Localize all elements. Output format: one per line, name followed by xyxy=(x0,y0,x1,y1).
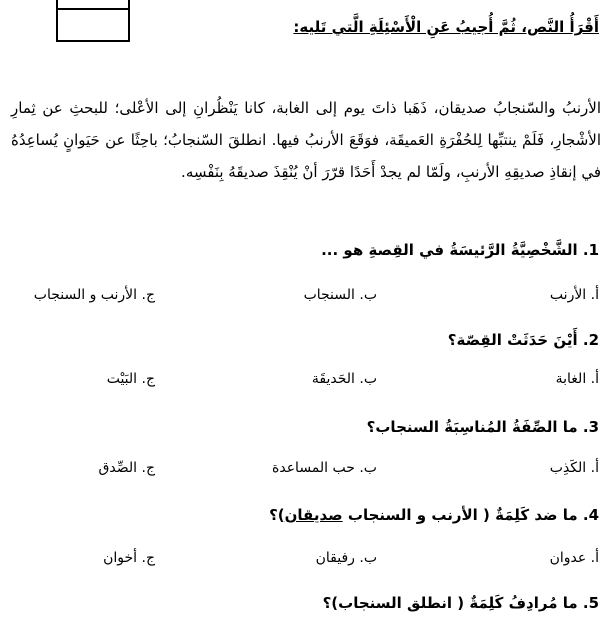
option-c[interactable]: ج. أخوان xyxy=(103,550,155,566)
option-a[interactable]: أ. عدوان xyxy=(549,550,599,566)
options-1 xyxy=(0,287,615,311)
question-text: ما مُرادِفُ كَلِمَةٌ ( انطلق السنجاب)؟ xyxy=(322,594,578,612)
question-1 xyxy=(321,241,599,259)
reading-passage: الأرنبُ والسّنجابُ صديقان، ذَهَبا ذاتَ يوم إلى الغابة، كانا يَنْظُرانِ إلى الأعْلى؛ للبحثِ عن ثِمارِ الأشْجارِ، فَلَمْ ينتبِّها لِلحُفْرَةِ العَميقَة، فوَقَعَ الأرنبُ فيها. انطلقَ السّنجابُ؛ باحِثًا عن حَيَوانٍ يُساعِدُهُ في إنقاذِ صديقِهِ الأرنبِ، ولَمّا لم يجدْ أَحَدًا قرّرَ أنْ يُنْقِذَ صديقَهُ بِنَفْسِه. xyxy=(11,99,601,181)
question-number: 1. xyxy=(582,241,599,259)
option-a[interactable]: أ. الكَذِب xyxy=(549,460,599,476)
options-3 xyxy=(0,460,615,484)
question-number: 5. xyxy=(582,594,599,612)
instruction-heading: أَقْرَأُ النَّص، ثُمَّ أُجيبُ عَنِ الْأَسْئِلَةِ الَّتي تَليه: xyxy=(293,18,599,36)
question-text-end: )؟ xyxy=(269,506,285,524)
question-5 xyxy=(323,594,599,612)
option-b[interactable]: ب. رفيقان xyxy=(315,550,377,566)
option-c[interactable]: ج. البَيْت xyxy=(106,371,155,387)
option-a[interactable]: أ. الغابة xyxy=(555,371,599,387)
question-4 xyxy=(269,506,599,524)
question-number: 2. xyxy=(582,331,599,349)
grade-box xyxy=(56,0,130,42)
option-c[interactable]: ج. الصِّدق xyxy=(98,460,155,476)
question-text: الشَّخْصِيَّةُ الرَّئيسَةُ في القِصةِ هو ... xyxy=(321,241,578,259)
question-underlined-word: صديقان xyxy=(284,506,343,524)
question-3 xyxy=(367,418,599,436)
option-b[interactable]: ب. حب المساعدة xyxy=(272,460,377,476)
question-2 xyxy=(448,331,599,349)
option-a[interactable]: أ. الأرنب xyxy=(549,287,599,303)
options-2 xyxy=(0,371,615,395)
question-number: 4. xyxy=(582,506,599,524)
question-text: ما الصِّفَةُ المُناسِبَةُ السنجاب؟ xyxy=(366,418,578,436)
question-number: 3. xyxy=(582,418,599,436)
question-text: أَيْنَ حَدَثَتْ القِصّة؟ xyxy=(447,331,578,349)
option-b[interactable]: ب. السنجاب xyxy=(303,287,377,303)
options-4 xyxy=(0,550,615,574)
option-c[interactable]: ج. الأرنب و السنجاب xyxy=(33,287,155,303)
grade-box-divider xyxy=(58,8,128,10)
question-text: ما ضد كَلِمَةٌ ( الأرنب و السنجاب xyxy=(347,506,578,524)
option-b[interactable]: ب. الحَديقَة xyxy=(311,371,377,387)
